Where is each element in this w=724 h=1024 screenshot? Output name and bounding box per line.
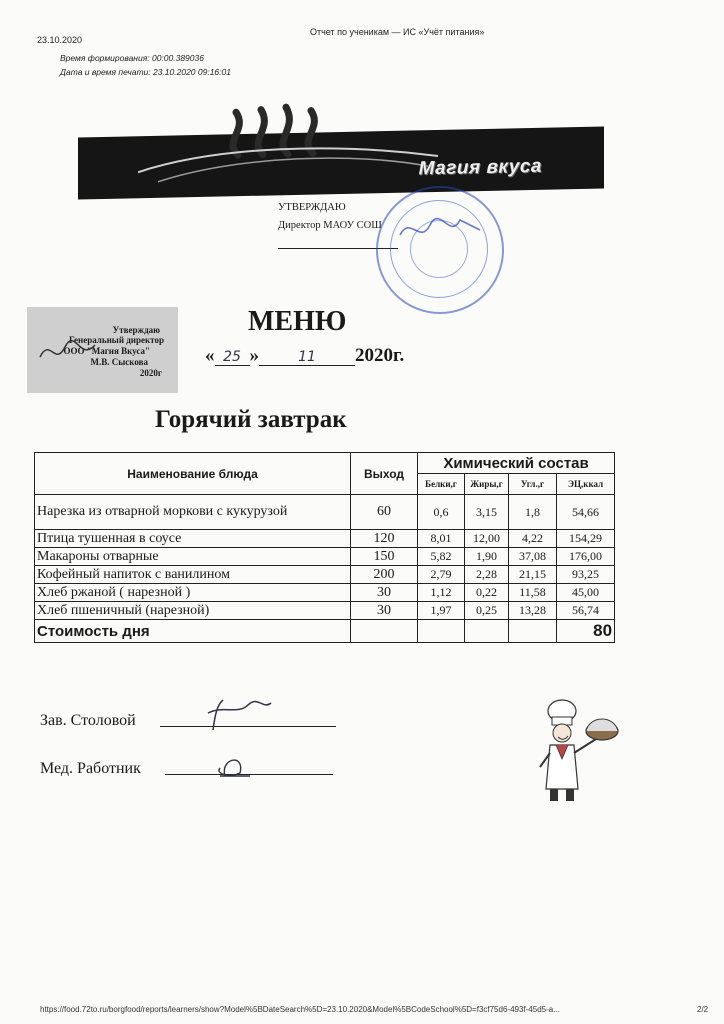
table-row	[35, 530, 615, 548]
meal-title: Горячий завтрак	[155, 406, 347, 433]
dish-name: Хлеб пшеничный (нарезной)	[35, 602, 351, 620]
medic-label: Мед. Работник	[40, 760, 141, 777]
dish-output: 60	[351, 495, 418, 530]
dish-carb: 21,15	[509, 566, 557, 584]
header-output: Выход	[351, 453, 418, 495]
header-dish: Наименование блюда	[35, 453, 351, 495]
total-empty-cell	[465, 620, 509, 643]
approval-stamp	[27, 307, 178, 393]
dish-carb: 1,8	[509, 495, 557, 530]
dish-carb: 37,08	[509, 548, 557, 566]
date-mid-quote: »	[249, 345, 259, 366]
dish-fat: 0,22	[465, 584, 509, 602]
chef-icon	[538, 697, 620, 805]
menu-day: 25	[215, 349, 250, 366]
dish-name: Хлеб ржаной ( нарезной )	[35, 584, 351, 602]
dish-output: 120	[351, 530, 418, 548]
report-date: 23.10.2020	[37, 35, 83, 45]
company-logo	[78, 126, 604, 199]
dish-fat: 0,25	[465, 602, 509, 620]
menu-date	[205, 345, 404, 367]
stamp-line-1: Утверждаю	[112, 325, 160, 335]
stamp-line-5: 2020г	[139, 368, 162, 378]
table-row	[35, 602, 615, 620]
round-stamp	[376, 186, 504, 314]
dish-energy: 176,00	[557, 548, 615, 566]
dish-energy: 154,29	[557, 530, 615, 548]
dish-fat: 3,15	[465, 495, 509, 530]
total-label: Стоимость дня	[35, 620, 351, 643]
stamp-line-3: ООО "Магия Вкуса"	[63, 346, 150, 356]
stamp-line-2: Генеральный директор	[69, 335, 164, 345]
dish-fat: 1,90	[465, 548, 509, 566]
dish-protein: 2,79	[418, 566, 465, 584]
canteen-head-label: Зав. Столовой	[40, 712, 136, 729]
dish-name: Макароны отварные	[35, 548, 351, 566]
canteen-signature-icon	[203, 695, 273, 735]
dish-carb: 13,28	[509, 602, 557, 620]
dish-fat: 12,00	[465, 530, 509, 548]
dish-name: Птица тушенная в соусе	[35, 530, 351, 548]
dish-energy: 93,25	[557, 566, 615, 584]
dish-output: 30	[351, 584, 418, 602]
total-row	[35, 620, 615, 643]
medic-signature-icon	[200, 748, 270, 783]
date-open-quote: «	[205, 345, 215, 366]
table-row	[35, 495, 615, 530]
page-url: https://food.72to.ru/borgfood/reports/learners/show?Model%5BDateSearch%5D=23.10.2020&Model%5BCodeSchool%5D=f3cf75d6-493f-45d5-a...	[40, 1005, 560, 1014]
dish-protein: 0,6	[418, 495, 465, 530]
total-empty-cell	[509, 620, 557, 643]
stamp-line-4: М.В. Сыскова	[90, 357, 148, 367]
menu-month: 11	[259, 349, 355, 366]
header-composition: Химический состав	[418, 453, 615, 474]
dish-carb: 4,22	[509, 530, 557, 548]
total-empty-cell	[418, 620, 465, 643]
dish-protein: 5,82	[418, 548, 465, 566]
total-empty-cell	[351, 620, 418, 643]
dish-protein: 8,01	[418, 530, 465, 548]
header-carb: Угл.,г	[509, 474, 557, 495]
approval-label: УТВЕРЖДАЮ	[278, 202, 346, 213]
table-row	[35, 584, 615, 602]
report-title: Отчет по ученикам — ИС «Учёт питания»	[310, 27, 485, 37]
menu-year: 2020г.	[355, 345, 405, 366]
dish-output: 30	[351, 602, 418, 620]
dish-fat: 2,28	[465, 566, 509, 584]
dish-protein: 1,12	[418, 584, 465, 602]
approval-position: Директор МАОУ СОШ	[278, 220, 382, 231]
logo-text: Магия вкуса	[418, 155, 542, 180]
dish-energy: 45,00	[557, 584, 615, 602]
page-number: 2/2	[697, 1005, 709, 1014]
header-protein: Белки,г	[418, 474, 465, 495]
dish-name: Кофейный напиток с ванилином	[35, 566, 351, 584]
header-energy: ЭЦ,ккал	[557, 474, 615, 495]
header-fat: Жиры,г	[465, 474, 509, 495]
dish-protein: 1,97	[418, 602, 465, 620]
dish-carb: 11,58	[509, 584, 557, 602]
print-time: Дата и время печати: 23.10.2020 09:16:01	[60, 67, 231, 77]
table-row	[35, 548, 615, 566]
dish-output: 150	[351, 548, 418, 566]
generation-time: Время формирования: 00:00.389036	[60, 53, 204, 63]
table-row	[35, 566, 615, 584]
menu-title: МЕНЮ	[248, 306, 347, 337]
dish-energy: 54,66	[557, 495, 615, 530]
logo-swirl-icon	[138, 136, 438, 192]
stamp-signature-icon	[35, 337, 105, 367]
menu-table	[34, 452, 615, 643]
dish-name: Нарезка из отварной моркови с кукурузой	[35, 495, 351, 530]
total-value: 80	[557, 620, 615, 643]
dish-output: 200	[351, 566, 418, 584]
director-signature-icon	[395, 210, 485, 250]
dish-energy: 56,74	[557, 602, 615, 620]
